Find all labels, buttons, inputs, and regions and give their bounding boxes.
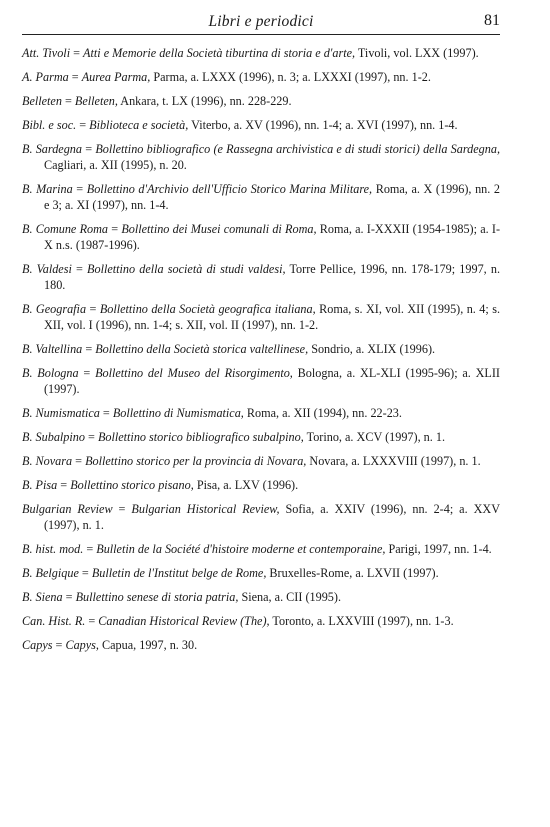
entry-full-title: Bollettino dei Musei comunali di Roma, (121, 222, 317, 236)
entry-abbreviation: B. Valtellina (22, 342, 83, 356)
entry-abbreviation: Bibl. e soc. (22, 118, 77, 132)
entry-publication-details: Torino, a. XCV (1997), n. 1. (303, 430, 445, 444)
entry-abbreviation: Capys (22, 638, 53, 652)
entry-full-title: Bollettino storico pisano, (70, 478, 194, 492)
entry-full-title: Belleten, (74, 94, 118, 108)
entry-publication-details: Roma, a. X (1996), nn. 2 e 3; a. XI (1997), nn. 1-4. (44, 182, 500, 212)
entry-abbreviation: B. Belgique (22, 566, 79, 580)
list-item: Bibl. e soc. = Biblioteca e società, Viterbo, a. XV (1996), nn. 1-4; a. XVI (1997), nn. 1-4. (22, 118, 458, 132)
list-item: Bulgarian Review = Bulgarian Historical Review, Sofia, a. XXIV (1996), nn. 2-4; a. XXV (1997), n. 1. (22, 502, 500, 532)
entry-publication-details: Parma, a. LXXX (1996), n. 3; a. LXXXI (1997), nn. 1-2. (150, 70, 431, 84)
entry-publication-details: Tivoli, vol. LXX (1997). (355, 46, 479, 60)
entry-abbreviation: B. Bologna (22, 366, 79, 380)
entry-abbreviation: A. Parma (22, 70, 69, 84)
entry-publication-details: Torre Pellice, 1996, nn. 178-179; 1997, n. 180. (44, 262, 501, 292)
entry-full-title: Bollettino della Società geografica italiana, (99, 302, 316, 316)
entry-abbreviation: B. Marina (22, 182, 73, 196)
entry-publication-details: Roma, a. XII (1994), nn. 22-23. (243, 406, 402, 420)
entry-publication-details: Roma, s. XI, vol. XII (1995), n. 4; s. XII, vol. I (1996), nn. 1-4; s. XII, vol. II (1997), nn. 1-2. (44, 302, 501, 332)
entry-full-title: Bulletin de la Société d'histoire moderne et contemporaine, (96, 542, 386, 556)
list-item: B. Marina = Bollettino d'Archivio dell'Ufficio Storico Marina Militare, Roma, a. X (1996), nn. 2 e 3; a. XI (1997), nn. 1-4. (22, 182, 500, 212)
entry-publication-details: Capua, 1997, n. 30. (98, 638, 198, 652)
entry-abbreviation: B. Geografia (22, 302, 87, 316)
entry-abbreviation: B. Sardegna (22, 142, 82, 156)
entry-abbreviation: Belleten (22, 94, 62, 108)
list-item: B. Siena = Bullettino senese di storia patria, Siena, a. CII (1995). (22, 590, 341, 604)
entry-abbreviation: Att. Tivoli (22, 46, 71, 60)
entry-abbreviation: B. Comune Roma (22, 222, 108, 236)
entry-full-title: Bollettino del Museo del Risorgimento, (95, 366, 293, 380)
document-page (22, 12, 500, 661)
list-item: A. Parma = Aurea Parma, Parma, a. LXXX (1996), n. 3; a. LXXXI (1997), nn. 1-2. (22, 70, 431, 84)
entry-full-title: Bulletin de l'Institut belge de Rome, (91, 566, 267, 580)
list-item: B. Novara = Bollettino storico per la provincia di Novara, Novara, a. LXXXVIII (1997), n. 1. (22, 454, 481, 468)
list-item: B. Subalpino = Bollettino storico bibliografico subalpino, Torino, a. XCV (1997), n. 1. (22, 430, 445, 444)
entry-full-title: Bullettino senese di storia patria, (75, 590, 239, 604)
entry-publication-details: Toronto, a. LXXVIII (1997), nn. 1-3. (269, 614, 454, 628)
page-number: 81 (484, 12, 500, 29)
entry-full-title: Canadian Historical Review (The), (98, 614, 270, 628)
entry-publication-details: Ankara, t. LX (1996), nn. 228-229. (117, 94, 292, 108)
list-item: Can. Hist. R. = Canadian Historical Review (The), Toronto, a. LXXVIII (1997), nn. 1-3. (22, 614, 454, 628)
entry-full-title: Biblioteca e società, (89, 118, 189, 132)
list-item: B. Geografia = Bollettino della Società geografica italiana, Roma, s. XI, vol. XII (1995), n. 4; s. XII, vol. I (1996), nn. 1-4; s. XII, vol. II (1997), nn. 1-2. (22, 302, 501, 332)
entry-abbreviation: Can. Hist. R. (22, 614, 86, 628)
entry-abbreviation: B. Novara (22, 454, 73, 468)
list-item: Belleten = Belleten, Ankara, t. LX (1996), nn. 228-229. (22, 94, 292, 108)
entry-publication-details: Parigi, 1997, nn. 1-4. (385, 542, 492, 556)
list-item: B. Bologna = Bollettino del Museo del Risorgimento, Bologna, a. XL-XLI (1995-96); a. XLII (1997). (22, 366, 500, 396)
entry-abbreviation: B. hist. mod. (22, 542, 84, 556)
running-title: Libri e periodici (208, 13, 314, 30)
entry-full-title: Aurea Parma, (81, 70, 151, 84)
entry-publication-details: Sofia, a. XXIV (1996), nn. 2-4; a. XXV (1997), n. 1. (44, 502, 500, 532)
list-item: Att. Tivoli = Atti e Memorie della Società tiburtina di storia e d'arte, Tivoli, vol. LXX (1997). (22, 46, 479, 60)
entry-full-title: Bulgarian Historical Review, (131, 502, 280, 516)
entry-abbreviation: B. Subalpino (22, 430, 85, 444)
list-item: Capys = Capys, Capua, 1997, n. 30. (22, 638, 198, 652)
entry-abbreviation: B. Numismatica (22, 406, 100, 420)
entry-publication-details: Viterbo, a. XV (1996), nn. 1-4; a. XVI (1997), nn. 1-4. (188, 118, 458, 132)
entry-publication-details: Pisa, a. LXV (1996). (193, 478, 299, 492)
entry-publication-details: Bruxelles-Rome, a. LXVII (1997). (266, 566, 439, 580)
entry-publication-details: Novara, a. LXXXVIII (1997), n. 1. (306, 454, 481, 468)
entry-full-title: Atti e Memorie della Società tiburtina di storia e d'arte, (83, 46, 356, 60)
entry-abbreviation: Bulgarian Review (22, 502, 113, 516)
entry-publication-details: Sondrio, a. XLIX (1996). (308, 342, 436, 356)
list-item: B. Numismatica = Bollettino di Numismatica, Roma, a. XII (1994), nn. 22-23. (22, 406, 402, 420)
list-item: B. Valtellina = Bollettino della Società storica valtellinese, Sondrio, a. XLIX (1996). (22, 342, 436, 356)
entry-publication-details: Bologna, a. XL-XLI (1995-96); a. XLII (1997). (44, 366, 500, 396)
entry-full-title: Bollettino bibliografico (e Rassegna archivistica e di studi storici) della Sardegna, (95, 142, 500, 156)
entry-publication-details: Cagliari, a. XII (1995), n. 20. (44, 158, 187, 172)
running-header (22, 12, 500, 35)
list-item: B. hist. mod. = Bulletin de la Société d'histoire moderne et contemporaine, Parigi, 1997, nn. 1-4. (22, 542, 492, 556)
entry-full-title: Bollettino storico bibliografico subalpino, (97, 430, 304, 444)
entry-full-title: Bollettino di Numismatica, (112, 406, 244, 420)
entry-full-title: Capys, (65, 638, 99, 652)
entry-abbreviation: B. Pisa (22, 478, 58, 492)
list-item: B. Comune Roma = Bollettino dei Musei comunali di Roma, Roma, a. I-XXXII (1954-1985); a. I-X n.s. (1987-1996). (22, 222, 501, 252)
entry-publication-details: Roma, a. I-XXXII (1954-1985); a. I-X n.s. (1987-1996). (44, 222, 501, 252)
entry-full-title: Bollettino d'Archivio dell'Ufficio Storico Marina Militare, (86, 182, 373, 196)
entry-abbreviation: B. Siena (22, 590, 63, 604)
entry-full-title: Bollettino della Società storica valtellinese, (95, 342, 309, 356)
abbreviation-list (22, 45, 500, 653)
list-item: B. Valdesi = Bollettino della società di studi valdesi, Torre Pellice, 1996, nn. 178-179; 1997, n. 180. (22, 262, 501, 292)
list-item: B. Sardegna = Bollettino bibliografico (e Rassegna archivistica e di studi storici) della Sardegna, Cagliari, a. XII (1995), n. 20. (22, 142, 500, 172)
entry-full-title: Bollettino storico per la provincia di Novara, (85, 454, 307, 468)
entry-full-title: Bollettino della società di studi valdesi, (87, 262, 286, 276)
list-item: B. Pisa = Bollettino storico pisano, Pisa, a. LXV (1996). (22, 478, 299, 492)
list-item: B. Belgique = Bulletin de l'Institut belge de Rome, Bruxelles-Rome, a. LXVII (1997). (22, 566, 439, 580)
entry-abbreviation: B. Valdesi (22, 262, 72, 276)
entry-publication-details: Siena, a. CII (1995). (238, 590, 341, 604)
